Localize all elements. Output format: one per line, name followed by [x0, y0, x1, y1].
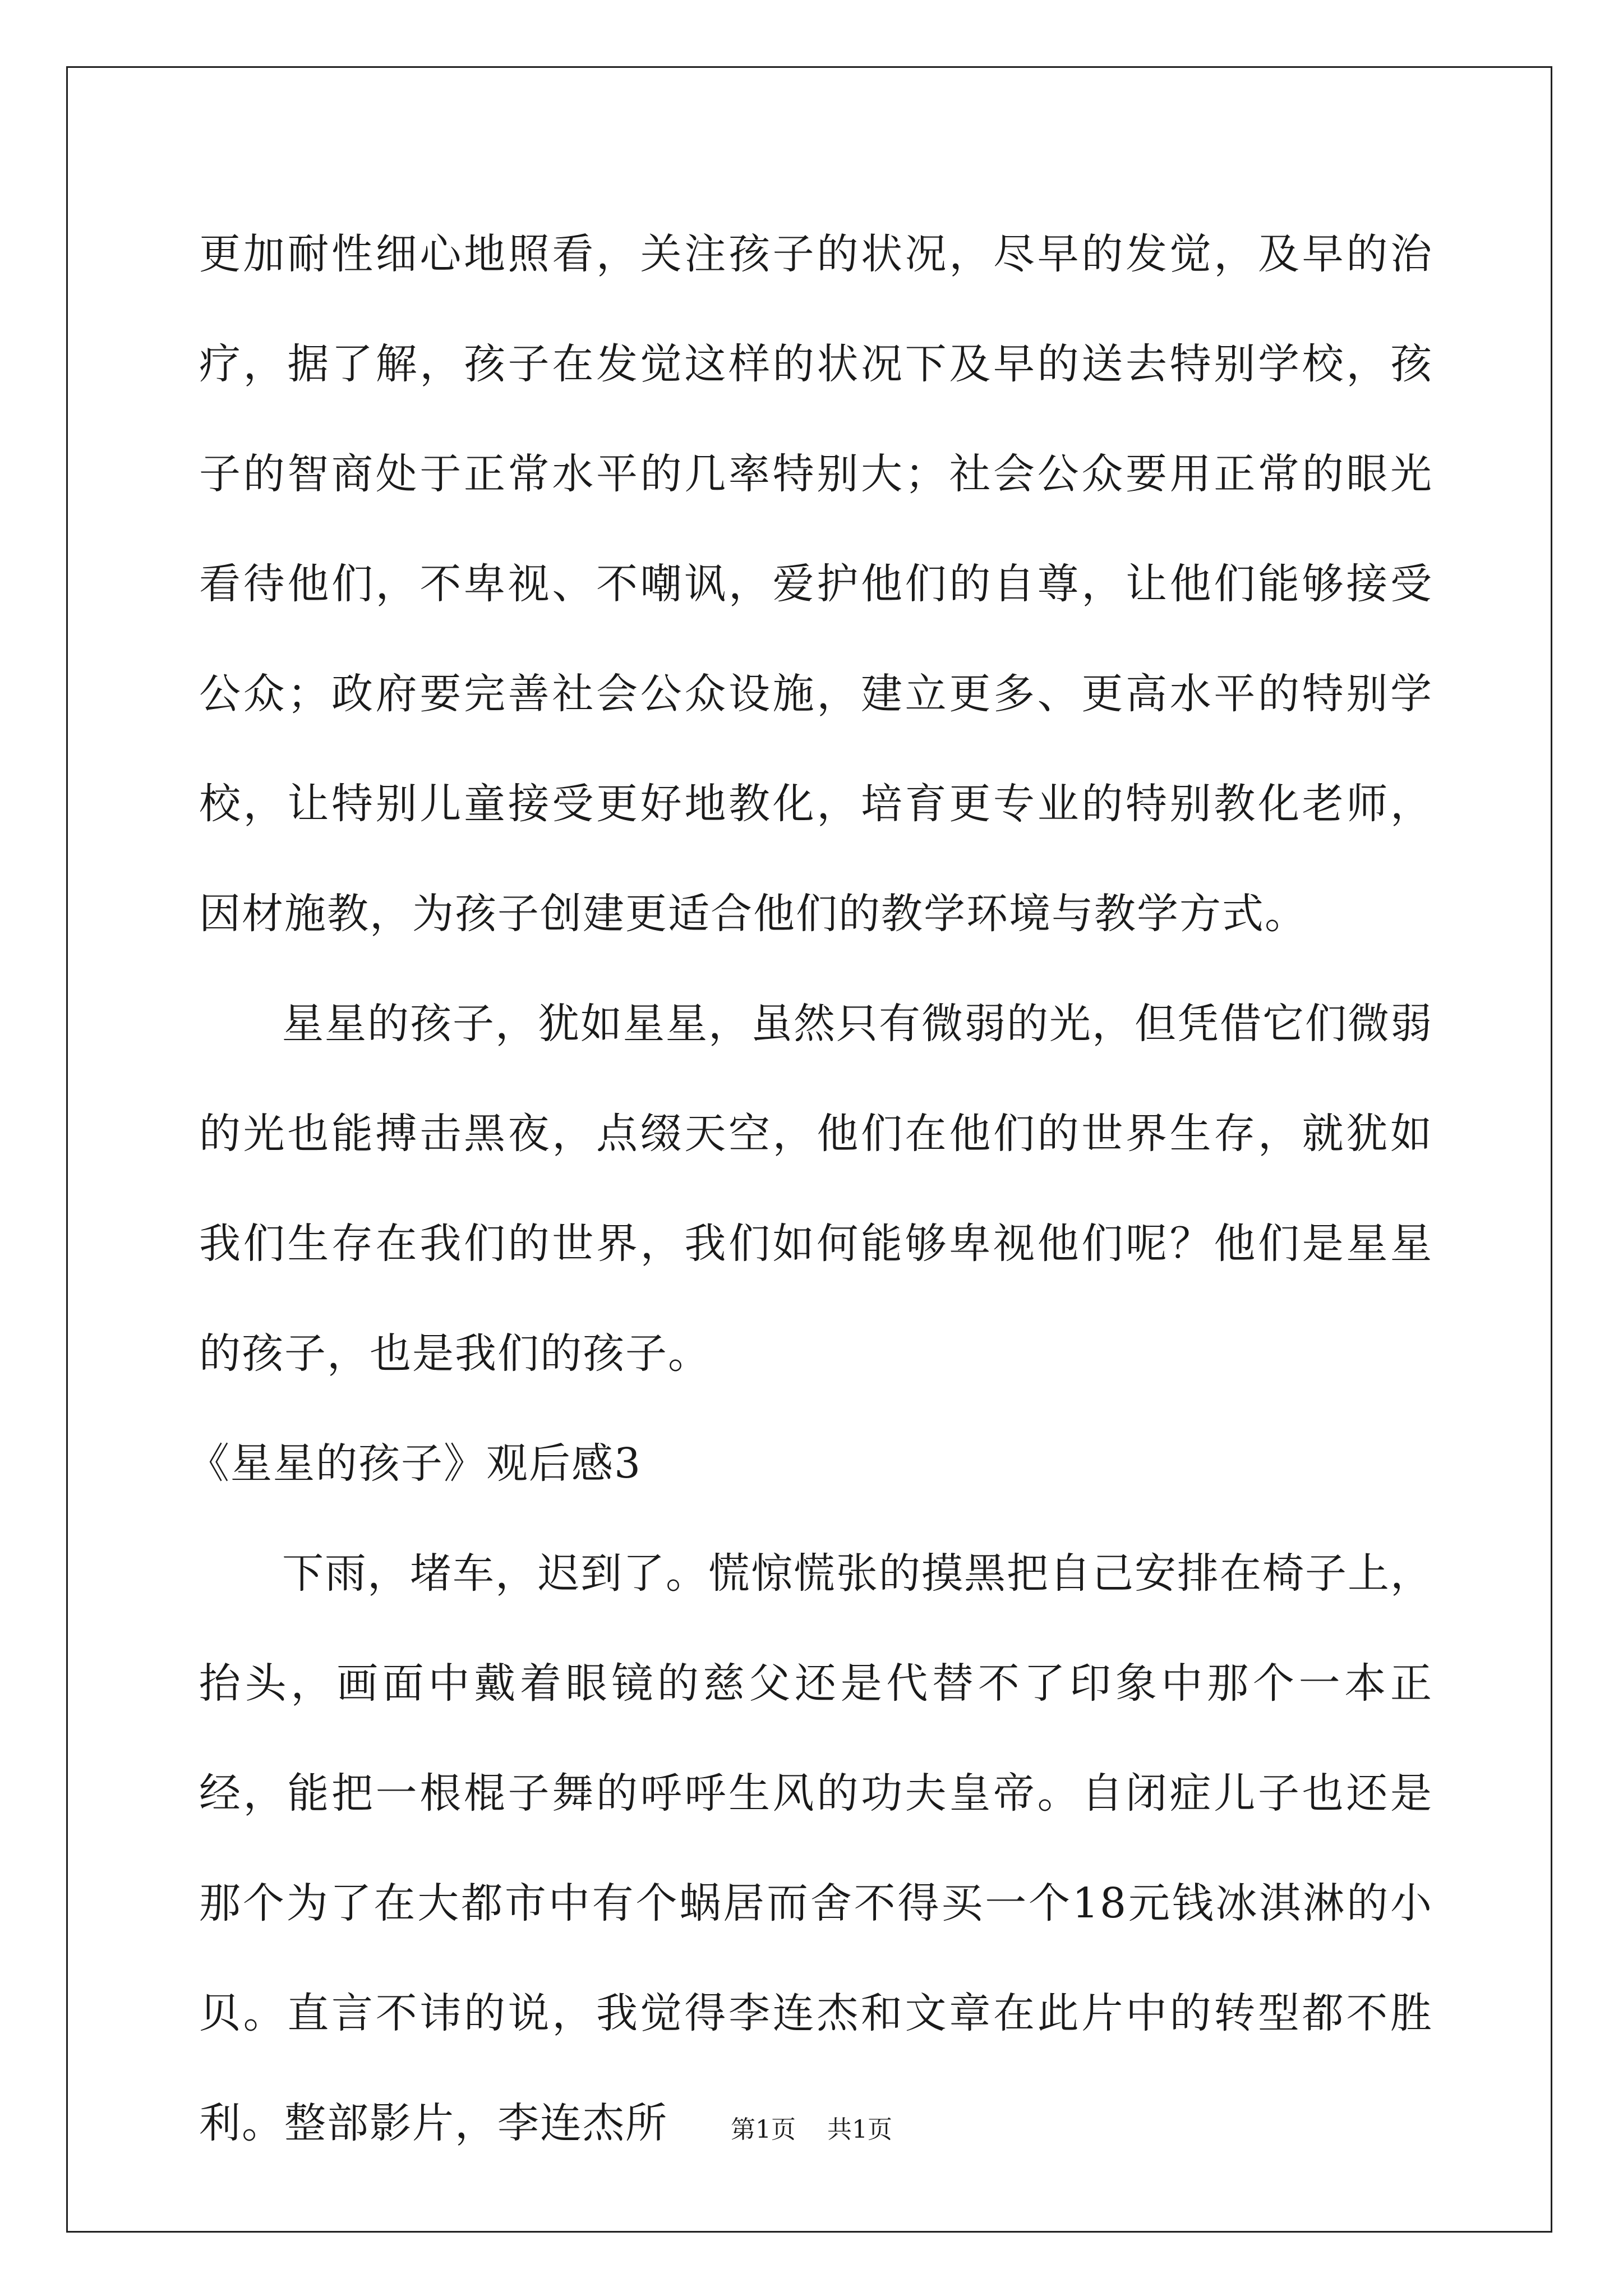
page-footer — [0, 2109, 1623, 2145]
paragraph-3: 下雨，堵车，迟到了。慌惊慌张的摸黑把自己安排在椅子上，抬头，画面中戴着眼镜的慈父还是代替不了印象中那个一本正经，能把一根棍子舞的呼呼生风的功夫皇帝。自闭症儿子也还是那个为了在大都市中有个蜗居而舍不得买一个18元钱冰淇淋的小贝。直言不讳的说，我觉得李连杰和文章在此片中的转型都不胜利。整部影片，李连杰所 — [199, 1549, 1433, 2147]
page-number: 第1页 — [731, 2115, 796, 2144]
paragraph-2: 星星的孩子，犹如星星，虽然只有微弱的光，但凭借它们微弱的光也能搏击黑夜，点缀天空，他们在他们的世界生存，就犹如我们生存在我们的世界，我们如何能够卑视他们呢？他们是星星的孩子，也是我们的孩子。 — [199, 1000, 1433, 1378]
page-total: 共1页 — [827, 2115, 892, 2144]
paragraph-1: 更加耐性细心地照看，关注孩子的状况，尽早的发觉，及早的治疗，据了解，孩子在发觉这样的状况下及早的送去特别学校，孩子的智商处于正常水平的几率特别大；社会公众要用正常的眼光看待他们，不卑视、不嘲讽，爱护他们的自尊，让他们能够接受公众；政府要完善社会公众设施，建立更多、更高水平的特别学校，让特别儿童接受更好地教化，培育更专业的特别教化老师，因材施教，为孩子创建更适合他们的教学环境与教学方式。 — [199, 230, 1433, 938]
section-heading: 《星星的孩子》观后感3 — [188, 1439, 642, 1488]
document-body — [188, 199, 1433, 2178]
